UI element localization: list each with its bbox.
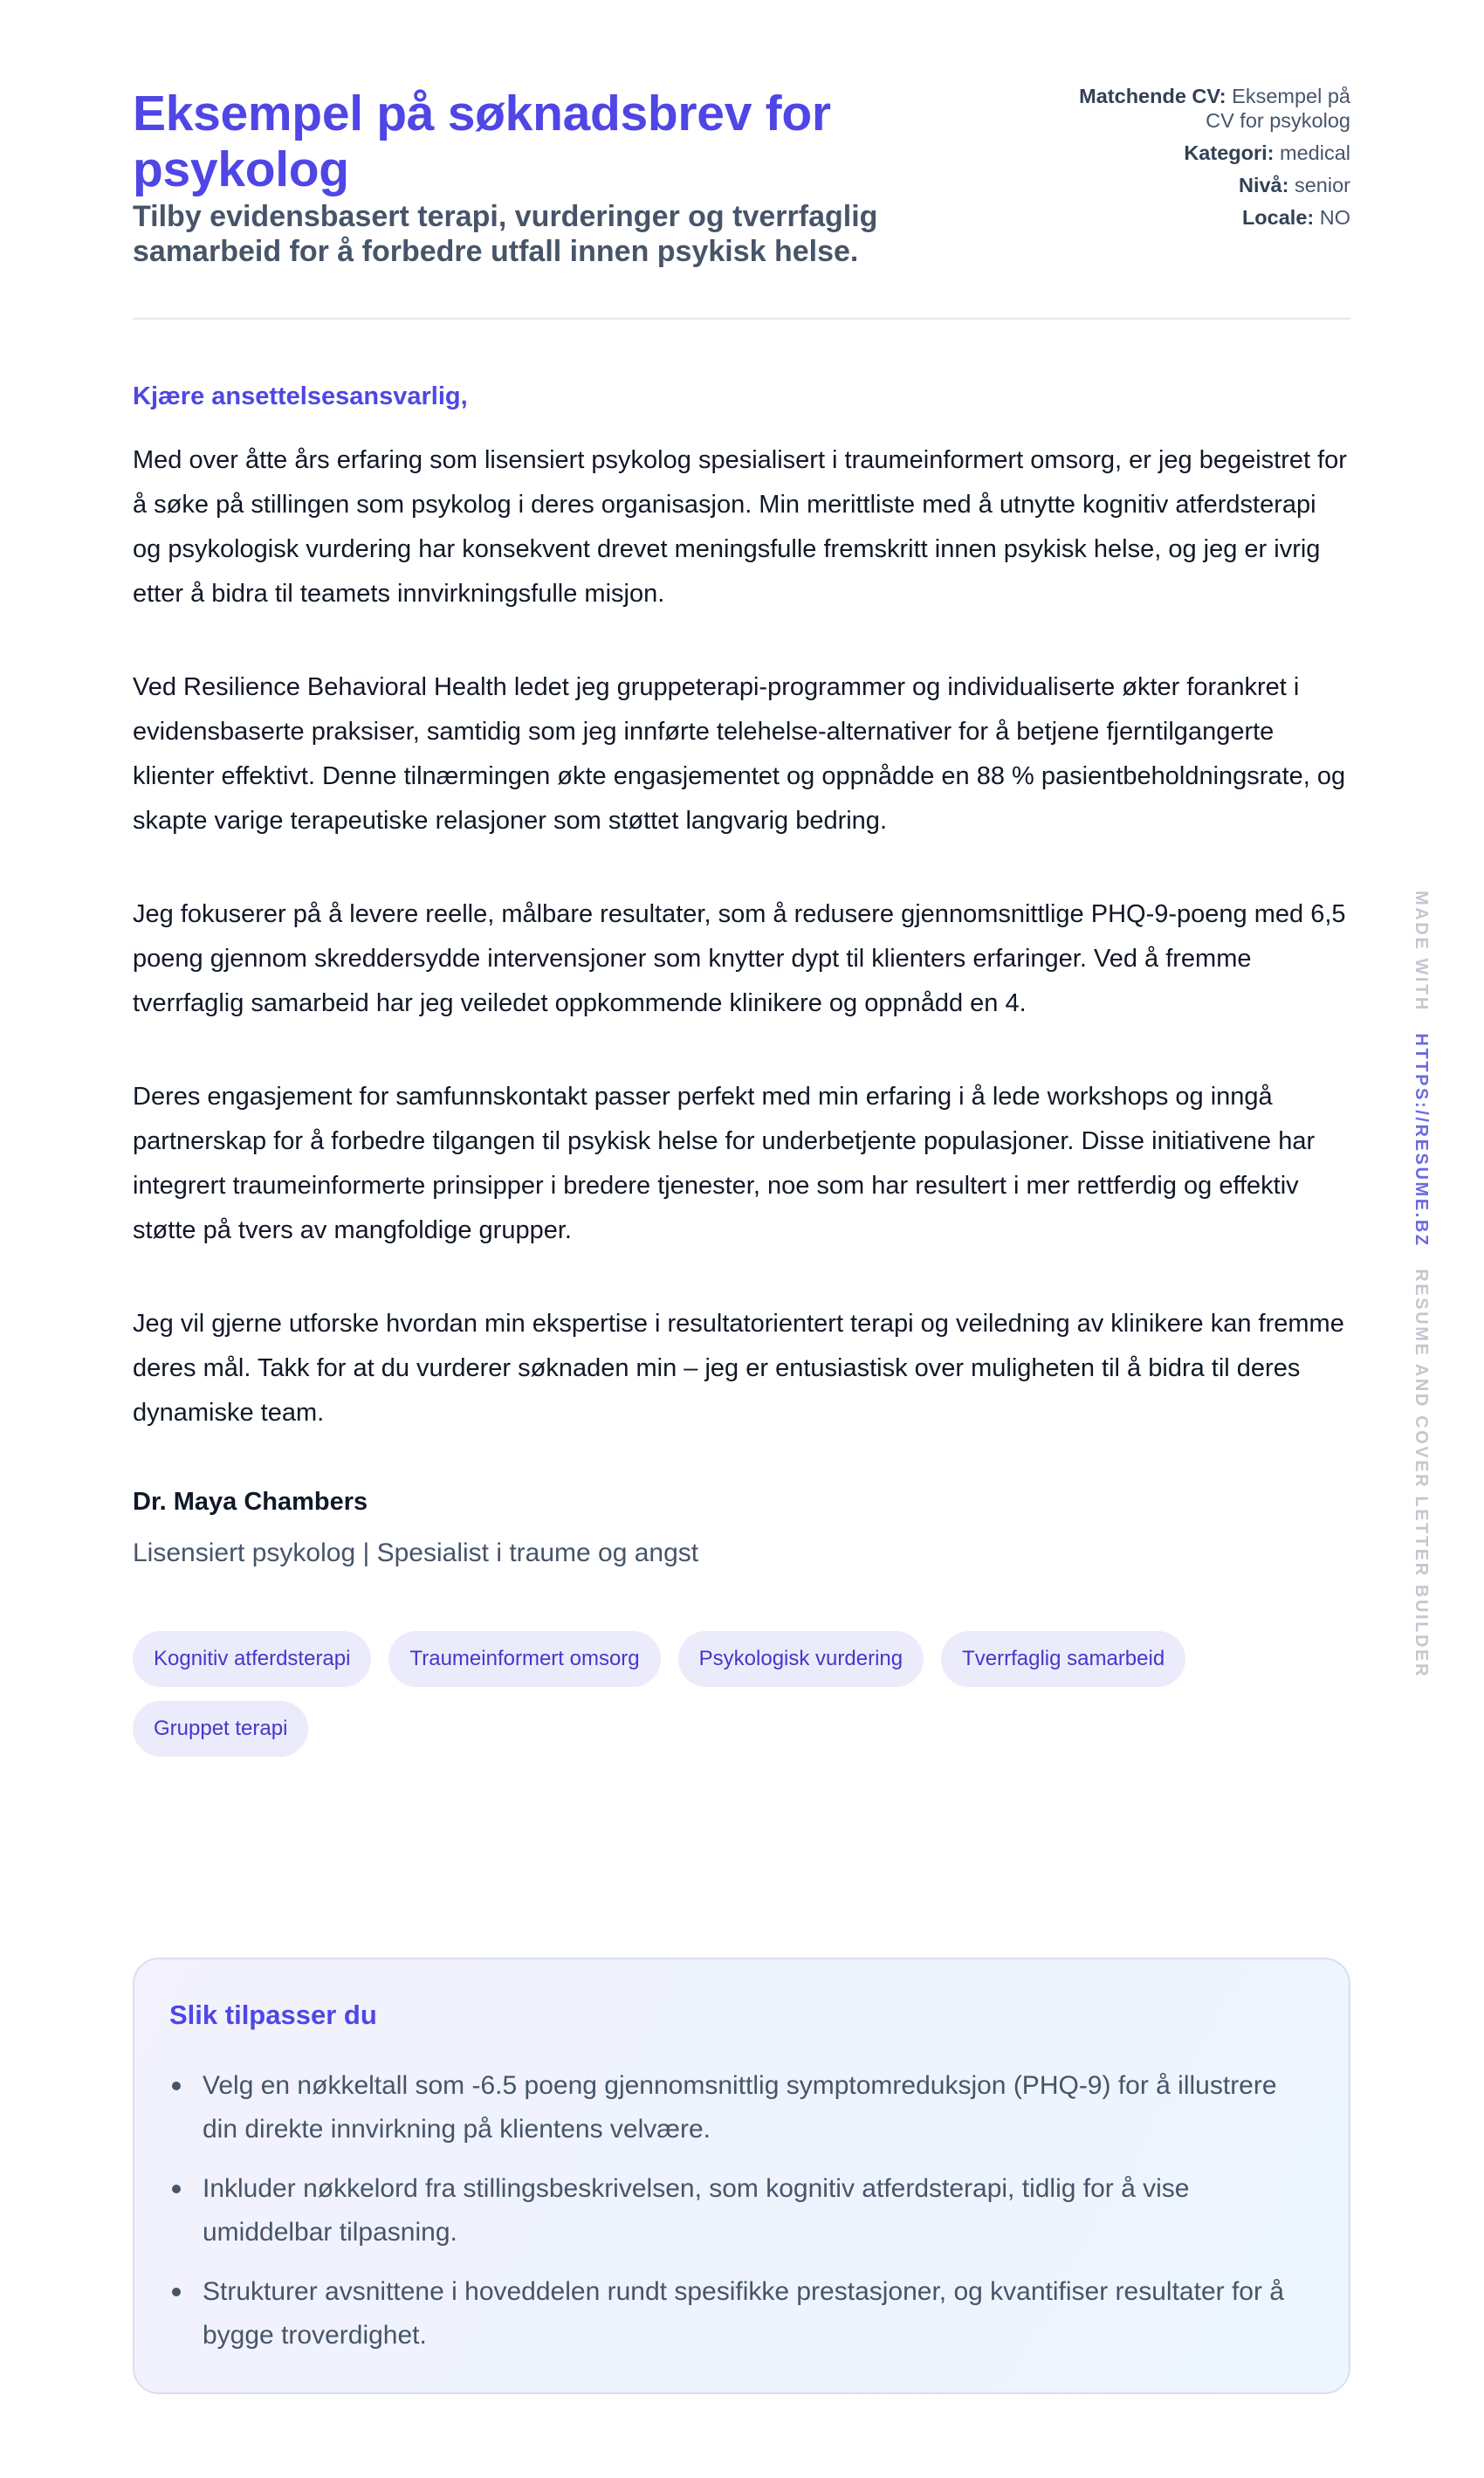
- bullet-icon: [172, 2288, 181, 2296]
- letter-paragraph: Deres engasjement for samfunnskontakt passer perfekt med min erfaring i å lede workshops og inngå partnerskap for å forbedre tilgangen til psykisk helse for underbetjente populasjoner. Disse initiativene har integrert traumeinformerte prinsipper i bredere tjenester, noe som har resultert i mer rettferdig og effektiv støtte på tvers av mangfoldige grupper.: [133, 1083, 1316, 1244]
- meta-matching-cv-value: Eksempel på CV for psykolog: [1206, 85, 1350, 132]
- tip-text: Inkluder nøkkelord fra stillingsbeskrivelsen, som kognitiv atferdsterapi, tidlig for å vise umiddelbar tilpasning.: [203, 2174, 1190, 2247]
- signature-title: Lisensiert psykolog | Spesialist i traume og angst: [133, 1538, 699, 1567]
- side-credit-text: [1408, 891, 1434, 1678]
- skill-tag: Tverrfaglig samarbeid: [941, 1631, 1185, 1687]
- letter-paragraph: Med over åtte års erfaring som lisensiert psykolog spesialisert i traumeinformert omsorg, er jeg begeistret for å søke på stillingen som psykolog i deres organisasjon. Min merittliste med å utnytte kognitiv atferdsterapi og psykologisk vurdering har konsekvent drevet meningsfulle fremskritt innen psykisk helse, og jeg er ivrig etter å bidra til teamets innvirkningsfulle misjon.: [133, 446, 1347, 608]
- tips-list: [169, 2064, 1314, 2358]
- page-subtitle: Tilby evidensbasert terapi, vurderinger og tverrfaglig samarbeid for å forbedre utfall innen psykisk helse.: [133, 200, 878, 268]
- meta-locale-value: NO: [1319, 206, 1350, 229]
- meta-matching-cv-label: Matchende CV:: [1079, 85, 1226, 107]
- signature: [133, 1486, 1350, 1570]
- bullet-icon: [172, 2185, 181, 2193]
- skill-tag: Psykologisk vurdering: [678, 1631, 924, 1687]
- side-credit-suffix: RESUME AND COVER LETTER BUILDER: [1412, 1269, 1431, 1678]
- tip-text: Velg en nøkkeltall som -6.5 poeng gjennomsnittlig symptomreduksjon (PHQ-9) for å illustrere din direkte innvirkning på klientens velvære.: [203, 2071, 1277, 2144]
- skill-tag: Kognitiv atferdsterapi: [133, 1631, 371, 1687]
- meta-locale-label: Locale:: [1241, 206, 1315, 229]
- cover-letter-page: [133, 0, 1350, 2350]
- side-credit-prefix: MADE WITH: [1412, 891, 1431, 1012]
- letter-paragraph: Jeg vil gjerne utforske hvordan min ekspertise i resultatorientert terapi og veiledning av klinikere kan fremme deres mål. Takk for at du vurderer søknaden min – jeg er entusiastisk over muligheten til å bidra til deres dynamiske team.: [133, 1310, 1344, 1427]
- page-header: [133, 0, 1350, 320]
- page-title: Eksempel på søknadsbrev for psykolog: [133, 86, 831, 197]
- meta-locale: [1062, 205, 1350, 230]
- meta-category-value: medical: [1280, 141, 1350, 164]
- meta-level-label: Nivå:: [1238, 174, 1289, 196]
- meta-category: [1062, 141, 1350, 165]
- tip-item: [169, 2167, 1295, 2254]
- meta-info: [1062, 84, 1350, 237]
- bullet-icon: [172, 2082, 181, 2090]
- meta-level-value: senior: [1294, 174, 1350, 196]
- skill-tag: Gruppet terapi: [133, 1701, 308, 1757]
- salutation: Kjære ansettelsesansvarlig,: [133, 382, 468, 410]
- tips-box: [133, 1958, 1350, 2394]
- side-credit: [1408, 891, 1434, 1678]
- letter-paragraph: Jeg fokuserer på å levere reelle, målbare resultater, som å redusere gjennomsnittlige PHQ-9-poeng med 6,5 poeng gjennom skreddersydde intervensjoner som knytter dypt til klienters erfaringer. Ved å fremme tverrfaglig samarbeid har jeg veiledet oppkommende klinikere og oppnådd en 4.: [133, 900, 1346, 1017]
- letter-body: [133, 438, 1350, 1435]
- tip-text: Strukturer avsnittene i hoveddelen rundt spesifikke prestasjoner, og kvantifiser resultater for å bygge troverdighet.: [203, 2277, 1284, 2350]
- tip-item: [169, 2064, 1295, 2151]
- tips-heading: Slik tilpasser du: [169, 2000, 377, 2030]
- meta-matching-cv: [1062, 84, 1350, 133]
- skill-tags: [133, 1631, 1350, 1757]
- letter-paragraph: Ved Resilience Behavioral Health ledet jeg gruppeterapi-programmer og individualiserte økter forankret i evidensbaserte praksiser, samtidig som jeg innførte telehelse-alternativer for å betjene fjerntilgangerte klienter effektivt. Denne tilnærmingen økte engasjementet og oppnådde en 88 % pasientbeholdningsrate, og skapte varige terapeutiske relasjoner som støttet langvarig bedring.: [133, 673, 1346, 835]
- side-credit-link[interactable]: HTTPS://RESUME.BZ: [1412, 1033, 1431, 1248]
- signature-name: Dr. Maya Chambers: [133, 1488, 368, 1516]
- meta-category-label: Kategori:: [1184, 141, 1274, 164]
- tip-item: [169, 2270, 1295, 2358]
- skill-tag: Traumeinformert omsorg: [388, 1631, 660, 1687]
- meta-level: [1062, 173, 1350, 197]
